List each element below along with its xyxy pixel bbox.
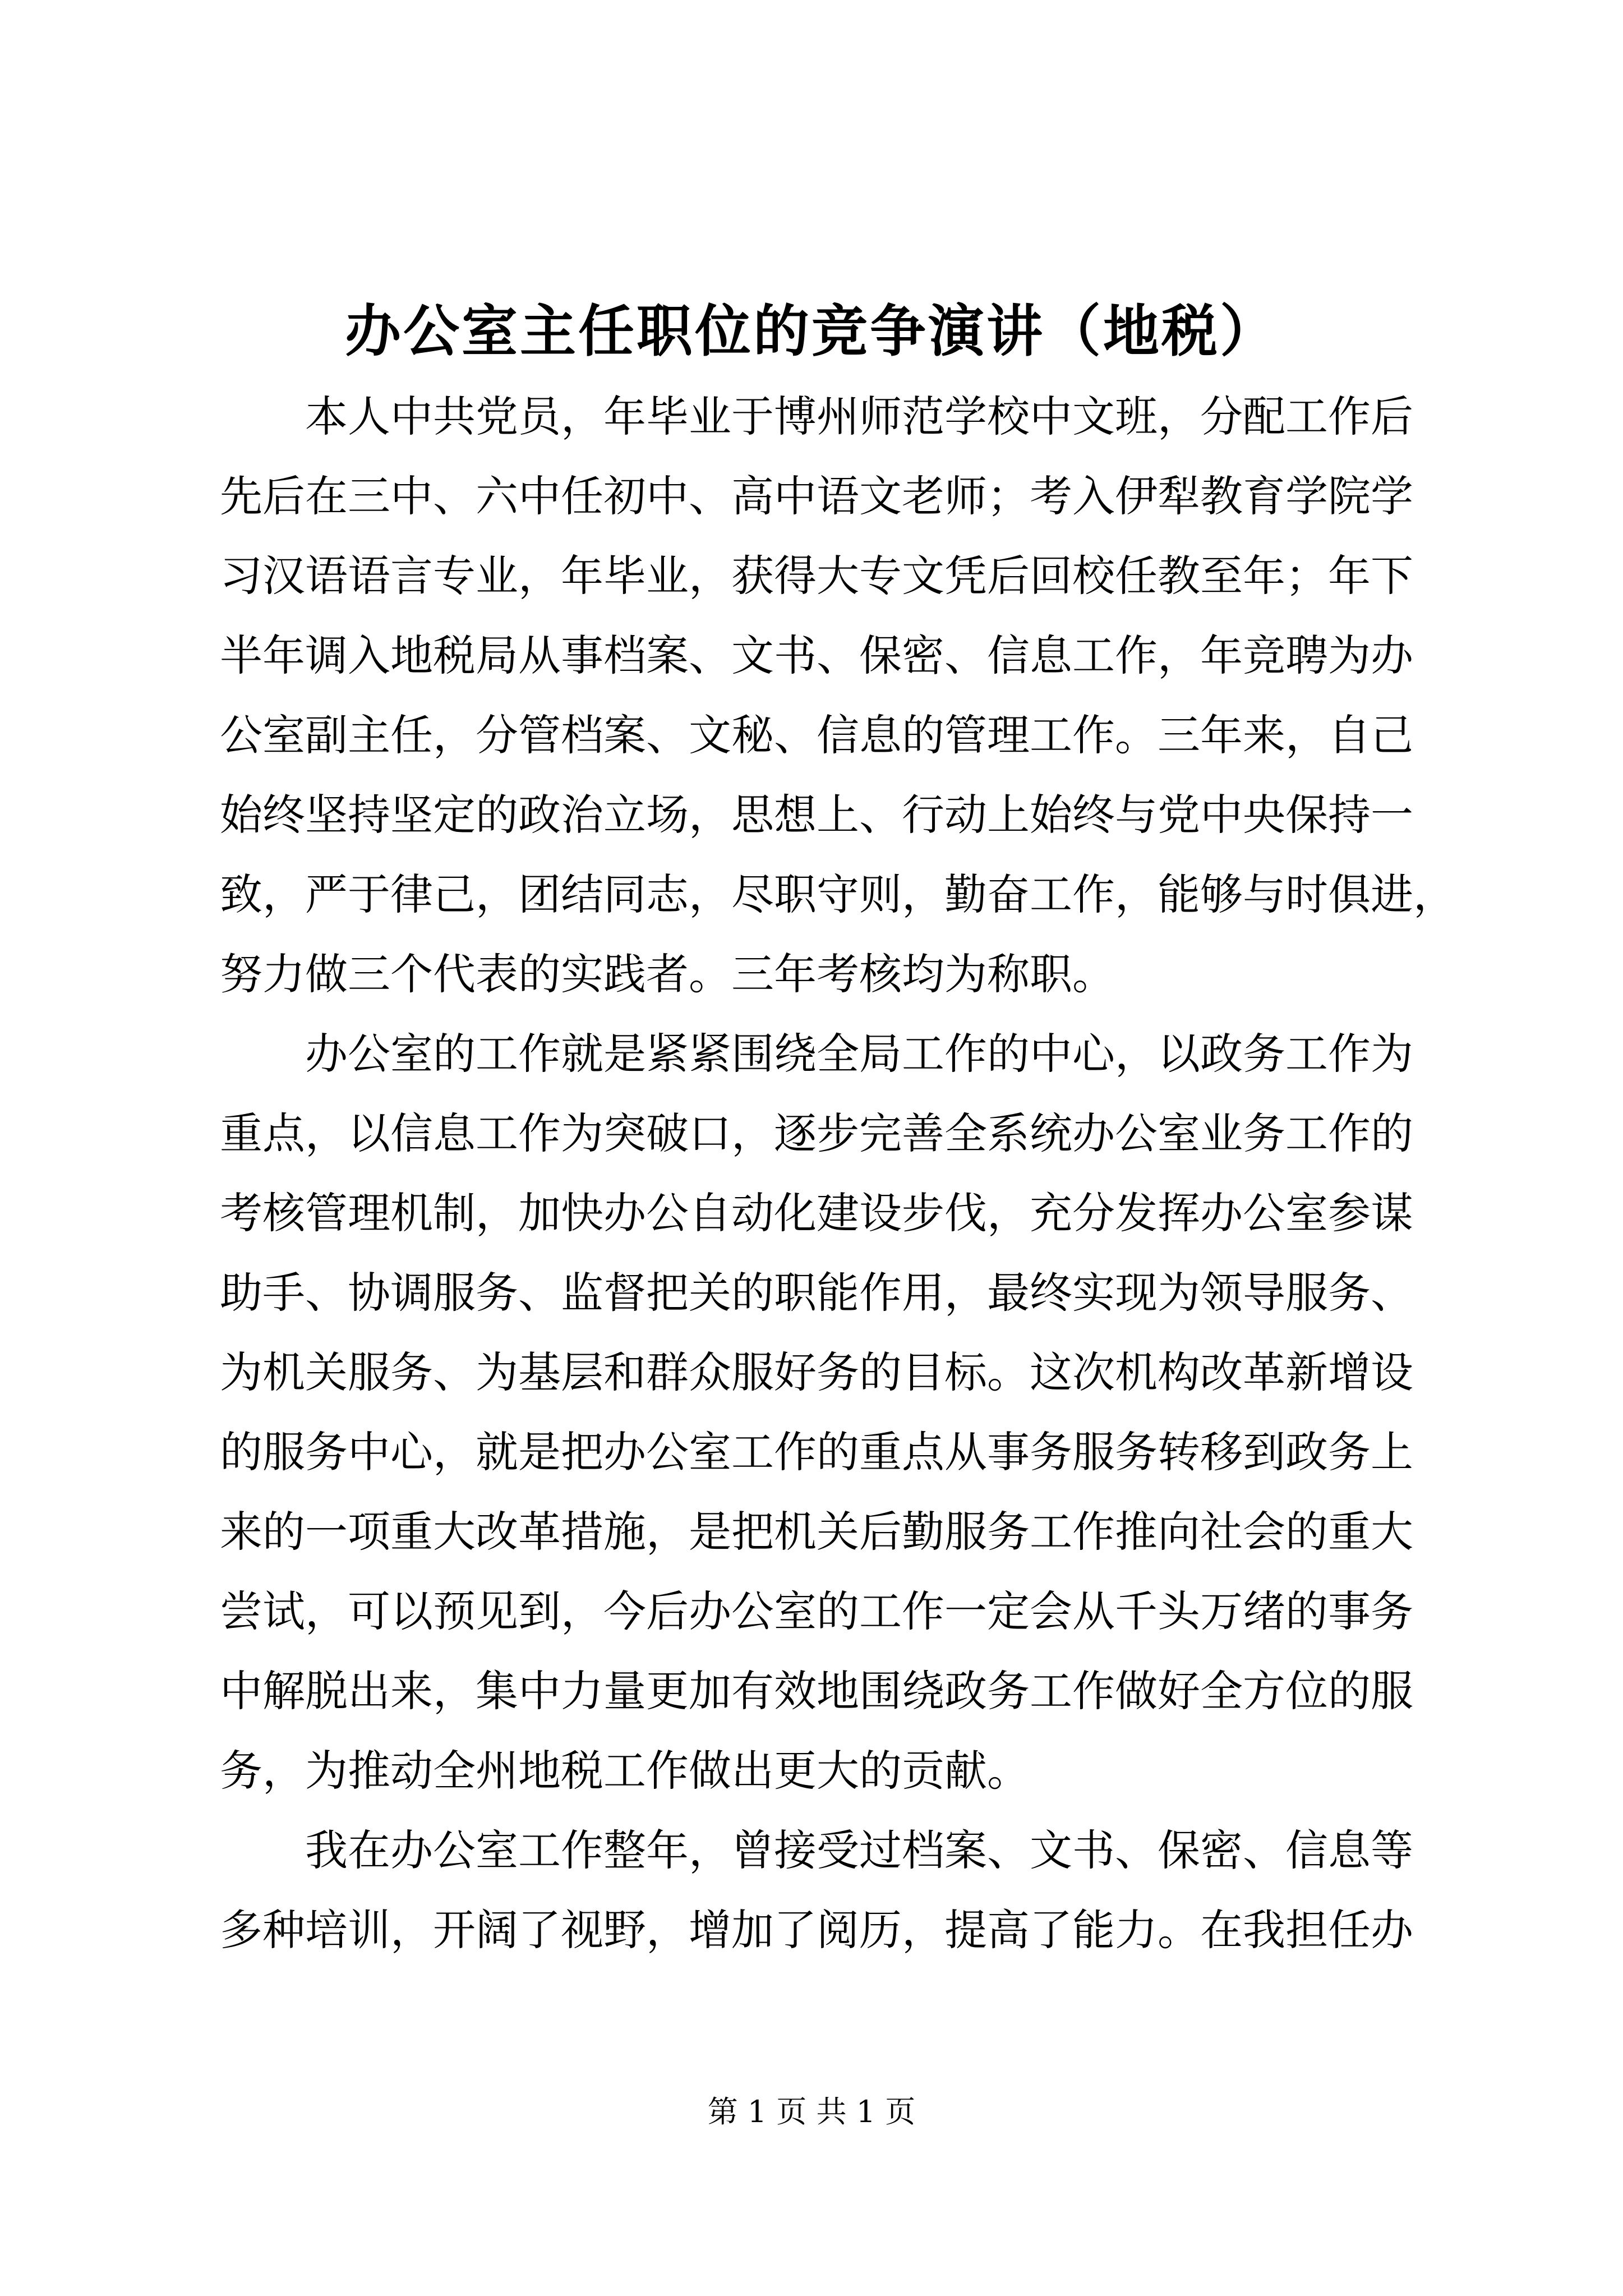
body-text-line: 习汉语语言专业，年毕业，获得大专文凭后回校任教至年；年下 — [220, 551, 1413, 601]
body-text-line: 的服务中心，就是把办公室工作的重点从事务服务转移到政务上 — [220, 1427, 1413, 1477]
body-text-line: 务，为推动全州地税工作做出更大的贡献。 — [220, 1746, 1030, 1796]
body-text-line: 我在办公室工作整年，曾接受过档案、文书、保密、信息等 — [305, 1825, 1413, 1875]
page-footer: 第 1 页 共 1 页 — [707, 2094, 916, 2129]
body-text-line: 尝试，可以预见到，今后办公室的工作一定会从千头万绪的事务 — [220, 1586, 1413, 1636]
body-text-line: 重点，以信息工作为突破口，逐步完善全系统办公室业务工作的 — [220, 1108, 1413, 1158]
body-text-line: 中解脱出来，集中力量更加有效地围绕政务工作做好全方位的服 — [220, 1666, 1413, 1716]
body-text-line: 来的一项重大改革措施，是把机关后勤服务工作推向社会的重大 — [220, 1507, 1413, 1557]
body-text-line: 多种培训，开阔了视野，增加了阅历，提高了能力。在我担任办 — [220, 1905, 1413, 1955]
body-text-line: 致，严于律己，团结同志，尽职守则，勤奋工作，能够与时俱进， — [220, 869, 1456, 919]
body-text-line: 本人中共党员，年毕业于博州师范学校中文班，分配工作后 — [305, 392, 1413, 441]
body-text-line: 为机关服务、为基层和群众服好务的目标。这次机构改革新增设 — [220, 1347, 1413, 1397]
body-text-line: 助手、协调服务、监督把关的职能作用，最终实现为领导服务、 — [220, 1268, 1413, 1318]
body-text-line: 先后在三中、六中任初中、高中语文老师；考入伊犁教育学院学 — [220, 471, 1413, 521]
body-text-line: 考核管理机制，加快办公自动化建设步伐，充分发挥办公室参谋 — [220, 1188, 1413, 1238]
body-text-line: 办公室的工作就是紧紧围绕全局工作的中心，以政务工作为 — [305, 1029, 1413, 1079]
body-text-line: 始终坚持坚定的政治立场，思想上、行动上始终与党中央保持一 — [220, 790, 1413, 840]
body-text-line: 半年调入地税局从事档案、文书、保密、信息工作，年竞聘为办 — [220, 631, 1413, 680]
body-text-line: 努力做三个代表的实践者。三年考核均为称职。 — [220, 949, 1115, 999]
body-text-line: 公室副主任，分管档案、文秘、信息的管理工作。三年来，自己 — [220, 710, 1413, 760]
document-title: 办公室主任职位的竞争演讲（地税） — [345, 298, 1278, 364]
document-body — [220, 377, 1456, 1970]
